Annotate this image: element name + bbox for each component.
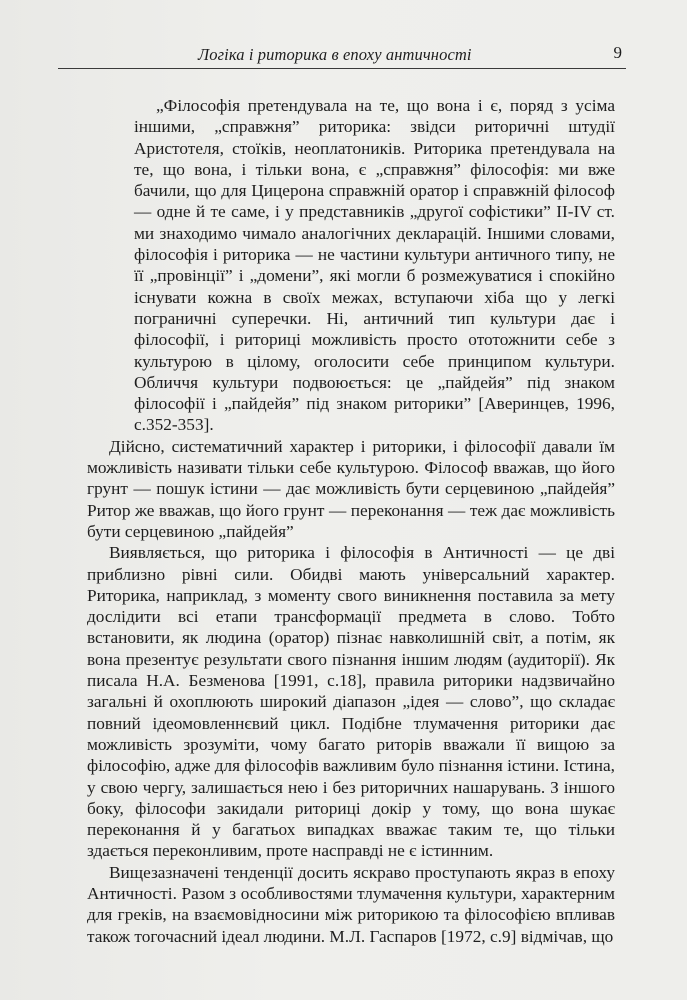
paragraph-3: Вищезазначені тенденції досить яскраво проступають якраз в епоху Античності. Разом з особливостями тлумачення культури, характерним для греків, на взаємовідносини між риторикою та філософією впливав також тогочасний ідеал людини. М.Л. Гаспаров [1972, с.9] відмічав, що: [87, 862, 615, 946]
page-number: 9: [613, 43, 622, 62]
paragraph-2: Виявляється, що риторика і філософія в Античності — це дві приблизно рівні сили. Обидві мають універсальний характер. Риторика, наприклад, з моменту свого виникнення поставила за мету дослідити всі етапи трансформації предмета в слово. Тобто встановити, як людина (оратор) пізнає навколишній світ, а потім, як вона презентує результати свого пізнання іншим людям (аудиторії). Як писала Н.А. Безменова [1991, с.18], правила риторики надзвичайно загальні й охоплюють широкий діапазон „ідея — слово”, що складає повний ідеомовленнєвий цикл. Подібне тлумачення риторики дає можливість зрозуміти, чому багато риторів вважали її вищою за філософію, адже для філософів важливим було пізнання істини. Істина, у свою чергу, залишається нею і без риторичних нашарувань. З іншого боку, філософи закидали риториці докір у тому, що вона шукає переконання й у багатьох випадках вважає таким те, що тільки здається переконливим, проте насправді не є істинним.: [87, 543, 615, 861]
running-title: Логіка і риторика в епоху античності: [198, 45, 472, 64]
block-quote: „Філософія претендувала на те, що вона і є, поряд з усіма іншими, „справжня” риторика: звідси риторичні штудії Аристотеля, стоїків, неоплатоників. Риторика претендувала на те, що вона, і тільки вона, є „справжня” філософія: ми вже бачили, що для Цицерона справжній оратор і справжній філософ — одне й те саме, і у представників „другої софістики” II-IV ст. ми знаходимо чимало аналогічних декларацій. Іншими словами, філософія і риторика — не частини культури античного типу, не її „провінції” і „домени”, які могли б розмежуватися і спокійно існувати кожна в своїх межах, вступаючи хіба що у легкі пограничні суперечки. Ні, античний тип культури дає і філософії, і риториці можливість просто ототожнити себе з культурою в цілому, оголосити себе принципом культури. Обличчя культури подвоюється: це „пайдейя” під знаком філософії і „пайдейя” під знаком риторики” [Аверинцев, 1996, с.352-353].: [134, 96, 615, 435]
running-header: [58, 42, 626, 69]
body-text: [87, 95, 615, 947]
paragraph-1: Дійсно, систематичний характер і риторики, і філософії давали їм можливість називати тільки себе культурою. Філософ вважав, що його грунт — пошук істини — дає можливість бути серцевиною „пайдейя” Ритор же вважав, що його грунт — переконання — теж дає можливість бути серцевиною „пайдейя”: [87, 436, 615, 541]
